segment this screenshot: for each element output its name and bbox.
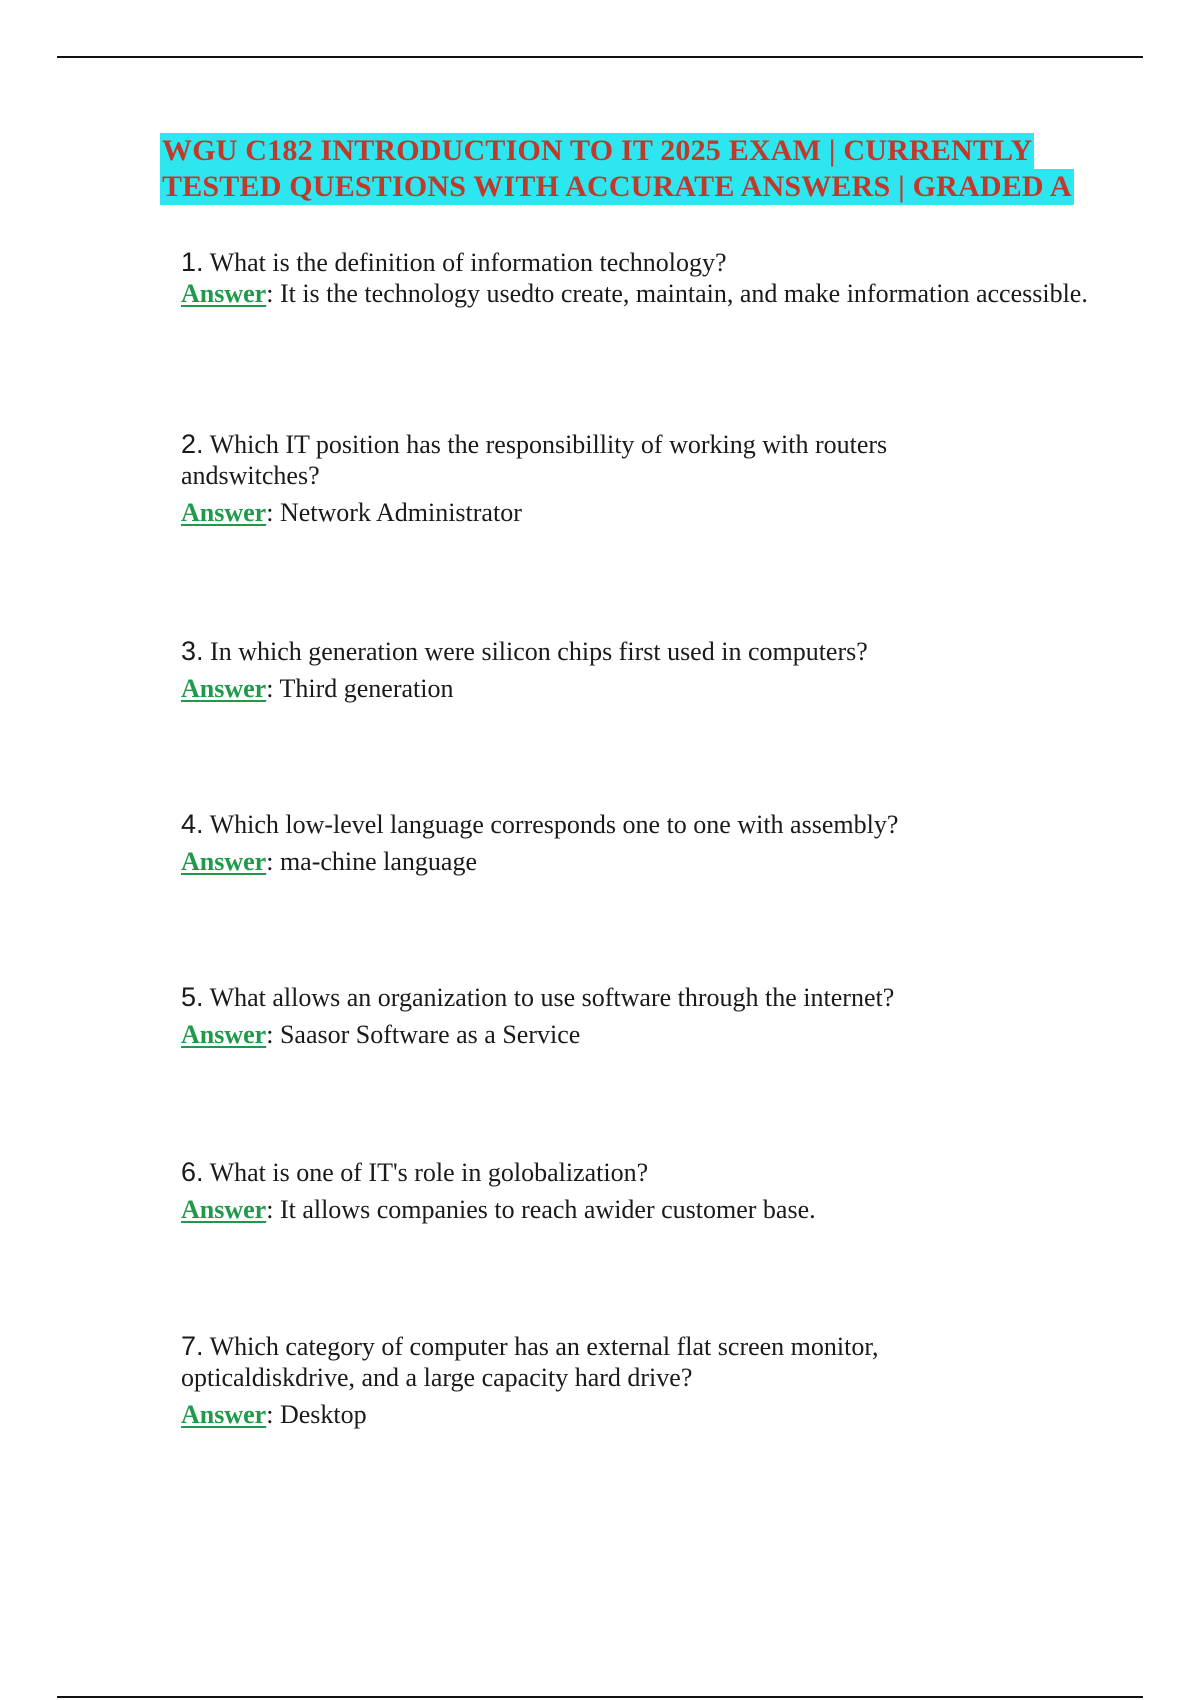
question-number: 6. — [181, 1157, 204, 1187]
question-text: Which category of computer has an external flat screen monitor, opticaldiskdrive, and a large capacity hard drive? — [181, 1332, 879, 1392]
answer-text: : Network Administrator — [266, 498, 522, 527]
answer-text: : Saasor Software as a Service — [266, 1020, 581, 1049]
question-number: 2. — [181, 429, 204, 459]
answer-label: Answer — [181, 498, 267, 527]
bottom-rule — [57, 1696, 1143, 1698]
answer-text: : ma-chine language — [266, 847, 478, 876]
question-number: 4. — [181, 809, 204, 839]
question-item-2 — [181, 429, 941, 528]
question-item-4 — [181, 809, 1141, 877]
question-item-1 — [181, 247, 1141, 309]
title-line-2: TESTED QUESTIONS WITH ACCURATE ANSWERS | GRADED A — [162, 170, 1072, 203]
question-item-6 — [181, 1157, 1141, 1225]
answer-label: Answer — [181, 674, 267, 703]
answer-label: Answer — [181, 279, 267, 308]
answer-text: : It is the technology usedto create, maintain, and make information accessible. — [266, 279, 1088, 308]
question-text: Which IT position has the responsibillity of working with routers andswitches? — [181, 430, 888, 490]
answer-label: Answer — [181, 1195, 267, 1224]
question-number: 7. — [181, 1331, 204, 1361]
question-text: What allows an organization to use software through the internet? — [209, 983, 895, 1012]
answer-label: Answer — [181, 1020, 267, 1049]
title-line-1: WGU C182 INTRODUCTION TO IT 2025 EXAM | CURRENTLY — [162, 134, 1033, 167]
answer-text: : Desktop — [266, 1400, 367, 1429]
question-text: In which generation were silicon chips first used in computers? — [210, 637, 868, 666]
answer-label: Answer — [181, 1400, 267, 1429]
question-text: What is one of IT's role in golobalization? — [209, 1158, 649, 1187]
answer-label: Answer — [181, 847, 267, 876]
question-text: What is the definition of information technology? — [209, 248, 727, 277]
document-title — [160, 133, 1072, 205]
question-item-5 — [181, 982, 1141, 1050]
top-rule — [57, 56, 1143, 58]
question-text: Which low-level language corresponds one to one with assembly? — [209, 810, 899, 839]
answer-text: : It allows companies to reach awider customer base. — [266, 1195, 816, 1224]
question-number: 5. — [181, 982, 204, 1012]
question-item-7 — [181, 1331, 1041, 1430]
question-number: 1. — [181, 247, 204, 277]
question-item-3 — [181, 636, 1141, 704]
question-number: 3. — [181, 636, 204, 666]
answer-text: : Third generation — [266, 674, 454, 703]
